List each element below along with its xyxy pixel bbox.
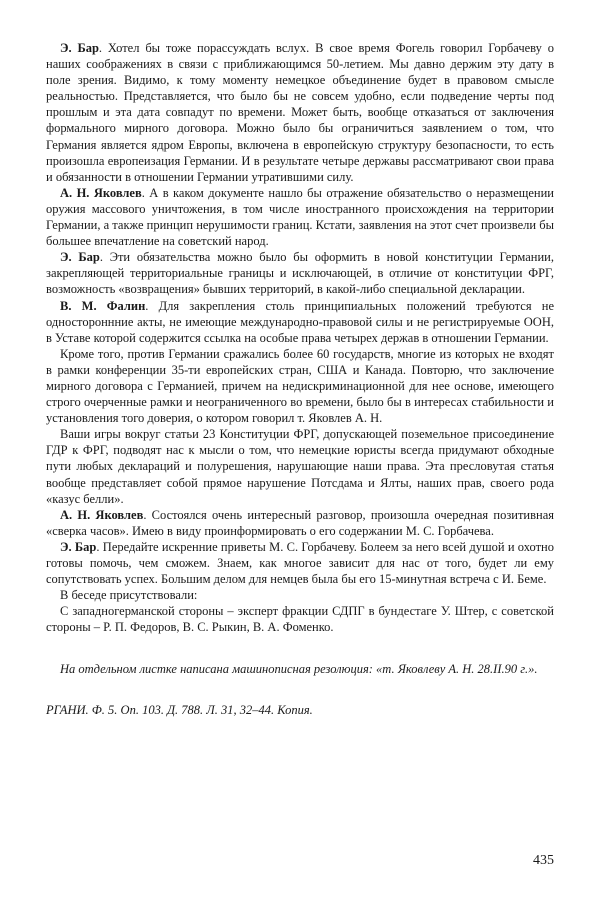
archive-reference: РГАНИ. Ф. 5. Оп. 103. Д. 788. Л. 31, 32–44. Копия. (46, 702, 313, 717)
paragraph-text: Ваши игры вокруг статьи 23 Конституции ФРГ, допускающей поземельное присоединение ГДР к ФРГ, подводят нас к мысли о том, что немецкие юристы всегда придумают обходные пути любых деклараций и полурешения, нарушающие наши права. Эта пресловутая статья вообще представляет собой прямое нарушение Потсдама и Ялты, наших прав, своего рода «казус белли». (46, 427, 554, 506)
paragraph-9 (46, 587, 554, 603)
paragraph-6 (46, 426, 554, 506)
paragraph-text: . Эти обязательства можно было бы оформить в новой конституции Германии, закрепляющей территориальные границы и исключающей, в отличие от конституции ФРГ, возможность «возвращения» бывших территорий, в какой-либо специальной декларации. (46, 250, 554, 297)
paragraph-10 (46, 603, 554, 635)
paragraph-5 (46, 346, 554, 426)
paragraph-text: С западногерманской стороны – эксперт фракции СДПГ в бундестаге У. Штер, с советской стороны – Р. П. Федоров, В. С. Рыкин, В. А. Фоменко. (46, 604, 554, 635)
document-page (46, 40, 554, 718)
paragraph-7 (46, 507, 554, 539)
paragraph-text: . Для закрепления столь принципиальных положений требуются не одностороннние акты, не имеющие международно-правовой силы и не регистрируемые ООН, в Уставе которой содержится ссылка на особые права четырех держав в отношении Германии. (46, 298, 554, 345)
speaker-name: Э. Бар (60, 539, 97, 554)
resolution-note: На отдельном листке написана машинописная резолюция: «т. Яковлеву А. Н. 28.II.90 г.». (60, 662, 538, 677)
paragraph-3 (46, 249, 554, 297)
paragraph-1 (46, 40, 554, 185)
paragraph-text: . А в каком документе нашло бы отражение обязательство о неразмещении оружия массового уничтожения, в том числе иностранного происхождения на территории Германии, а также принцип нерушимости границ. Кстати, заявления на этот счет произвели бы большее впечатление на советский народ. (46, 185, 554, 249)
paragraph-text: В беседе присутствовали: (60, 588, 198, 603)
paragraph-4 (46, 298, 554, 346)
speaker-name: А. Н. Яковлев (60, 185, 142, 200)
speaker-name: Э. Бар (60, 41, 99, 55)
speaker-name: А. Н. Яковлев (60, 507, 144, 522)
page-number: 435 (533, 853, 554, 868)
paragraph-text: . Состоялся очень интересный разговор, произошла очередная позитивная «сверка часов». Имею в виду проинформировать о его содержании М. С. Горбачева. (46, 507, 555, 538)
paragraph-text: Кроме того, против Германии сражались более 60 государств, многие из которых не входят в рамки конференции 35-ти европейских стран, США и Канада. Повторю, что заключение мирного договора с Германией, причем на недискриминационной для нее основе, имеющего строго очерченные рамки и неограниченного во времени, было бы в интересах стабильности и установления того доверия, о котором говорил т. Яковлев А. Н. (46, 346, 554, 426)
speaker-name: В. М. Фалин (60, 298, 146, 313)
paragraph-text: . Передайте искренние приветы М. С. Горбачеву. Болеем за него всей душой и охотно готовы помочь, чем сможем. Знаем, как многое зависит для нас от того, будет ли ему сопутствовать успех. Большим делом для немцев была бы его 15-минутная встреча с И. Беме. (46, 539, 554, 587)
paragraph-8 (46, 539, 554, 587)
speaker-name: Э. Бар (60, 250, 100, 265)
paragraph-2 (46, 185, 554, 249)
paragraph-text: . Хотел бы тоже порассуждать вслух. В свое время Фогель говорил Горбачеву о наших соображениях в связи с приближающимся 50-летием. Мы давно держим эту дату в поле зрения. Видимо, к тому моменту немецкое объединение будет в правовом смысле реальностью. Представляется, что было бы не совсем удобно, если подведение черты под прошлым и эта дата совпадут по времени. Может быть, вообще отказаться от заключения формального мирного договора. Можно было бы ограничиться заявлением о том, что Германия является ядром Европы, включена в европейскую структуру безопасности, то есть произошла европеизация Германии. И в результате четыре державы рассматривают свои права и обязанности в отношении Германии утратившими силу. (46, 41, 554, 184)
